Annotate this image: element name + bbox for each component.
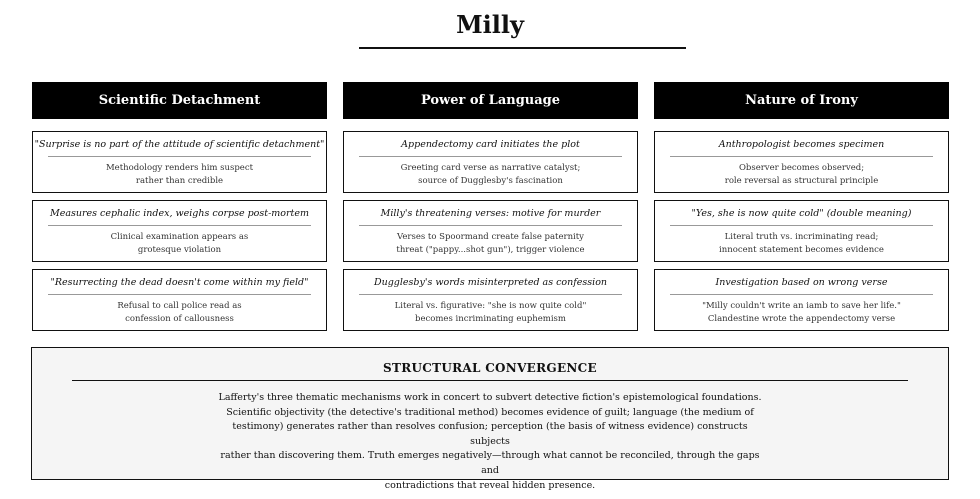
card-line: Literal vs. figurative: "she is now quite cold" [394,301,587,311]
card-divider [359,225,622,226]
card-divider [48,294,311,295]
card-line: Methodology renders him suspect [105,163,254,173]
card-line: rather than credible [135,175,224,186]
card-line: Verses to Spoormand create false paternity [397,232,584,242]
card-body [37,300,322,325]
card-title: Dugglesby's words misinterpreted as confession [373,277,608,288]
card-line: "Milly couldn't write an iamb to save her life." [702,301,901,311]
card-line: Clinical examination appears as [110,232,249,242]
theme-card [654,269,949,331]
card-body [37,162,322,187]
card-line: Refusal to call police read as [117,301,242,311]
theme-card [343,269,638,331]
card-body [348,162,633,187]
card-title: Appendectomy card initiates the plot [401,139,580,150]
summary-body [217,391,763,493]
card-line: grotesque violation [137,244,222,255]
card-body [348,231,633,256]
column-scientific-detachment [32,82,327,324]
card-line: Literal truth vs. incriminating read; [724,232,879,242]
summary-line: Scientific objectivity (the detective's traditional method) becomes evidence of guilt; language (the medium of [226,406,754,418]
card-body [37,231,322,256]
column-power-of-language [343,82,638,324]
card-title: Anthropologist becomes specimen [718,139,885,150]
theme-card [343,131,638,193]
card-title: Measures cephalic index, weighs corpse post-mortem [49,208,310,219]
card-divider [359,156,622,157]
summary-line: testimony) generates rather than resolves confusion; perception (the basis of witness evidence) constructs subjects [232,421,748,447]
card-line: threat ("pappy...shot gun"), trigger violence [396,244,585,255]
column-header: Power of Language [343,82,638,119]
card-divider [359,294,622,295]
card-divider [670,294,933,295]
card-line: role reversal as structural principle [724,175,879,186]
column-header: Scientific Detachment [32,82,327,119]
card-divider [670,225,933,226]
card-divider [670,156,933,157]
card-line: becomes incriminating euphemism [415,313,566,324]
card-title: Investigation based on wrong verse [715,277,888,288]
theme-card [32,269,327,331]
card-line: Observer becomes observed; [738,163,865,173]
card-title: Milly's threatening verses: motive for murder [380,208,601,219]
card-divider [48,225,311,226]
card-divider [48,156,311,157]
theme-card [654,131,949,193]
card-line: source of Dugglesby's fascination [418,175,563,186]
theme-card [32,200,327,262]
summary-divider [72,380,908,381]
summary-title: STRUCTURAL CONVERGENCE [383,361,597,375]
theme-card [343,200,638,262]
card-body [659,231,944,256]
summary-line: contradictions that reveal hidden presence. [384,479,596,491]
card-line: innocent statement becomes evidence [719,244,884,255]
card-title: "Surprise is no part of the attitude of scientific detachment" [34,139,325,150]
card-body [659,162,944,187]
card-body [659,300,944,325]
card-title: "Resurrecting the dead doesn't come within my field" [50,277,309,288]
card-line: Greeting card verse as narrative catalyst; [400,163,581,173]
column-nature-of-irony [654,82,949,324]
card-line: Clandestine wrote the appendectomy verse [707,313,896,324]
card-title: "Yes, she is now quite cold" (double meaning) [691,208,912,219]
column-header: Nature of Irony [654,82,949,119]
summary-line: rather than discovering them. Truth emerges negatively—through what cannot be reconciled, through the gaps and [220,450,760,476]
page-title: Milly [456,10,524,39]
summary-line: Lafferty's three thematic mechanisms work in concert to subvert detective fiction's epistemological foundations. [218,392,762,403]
title-underline [359,47,686,49]
card-body [348,300,633,325]
theme-card [654,200,949,262]
card-line: confession of callousness [125,313,234,324]
structural-convergence-box [31,347,949,491]
theme-card [32,131,327,193]
